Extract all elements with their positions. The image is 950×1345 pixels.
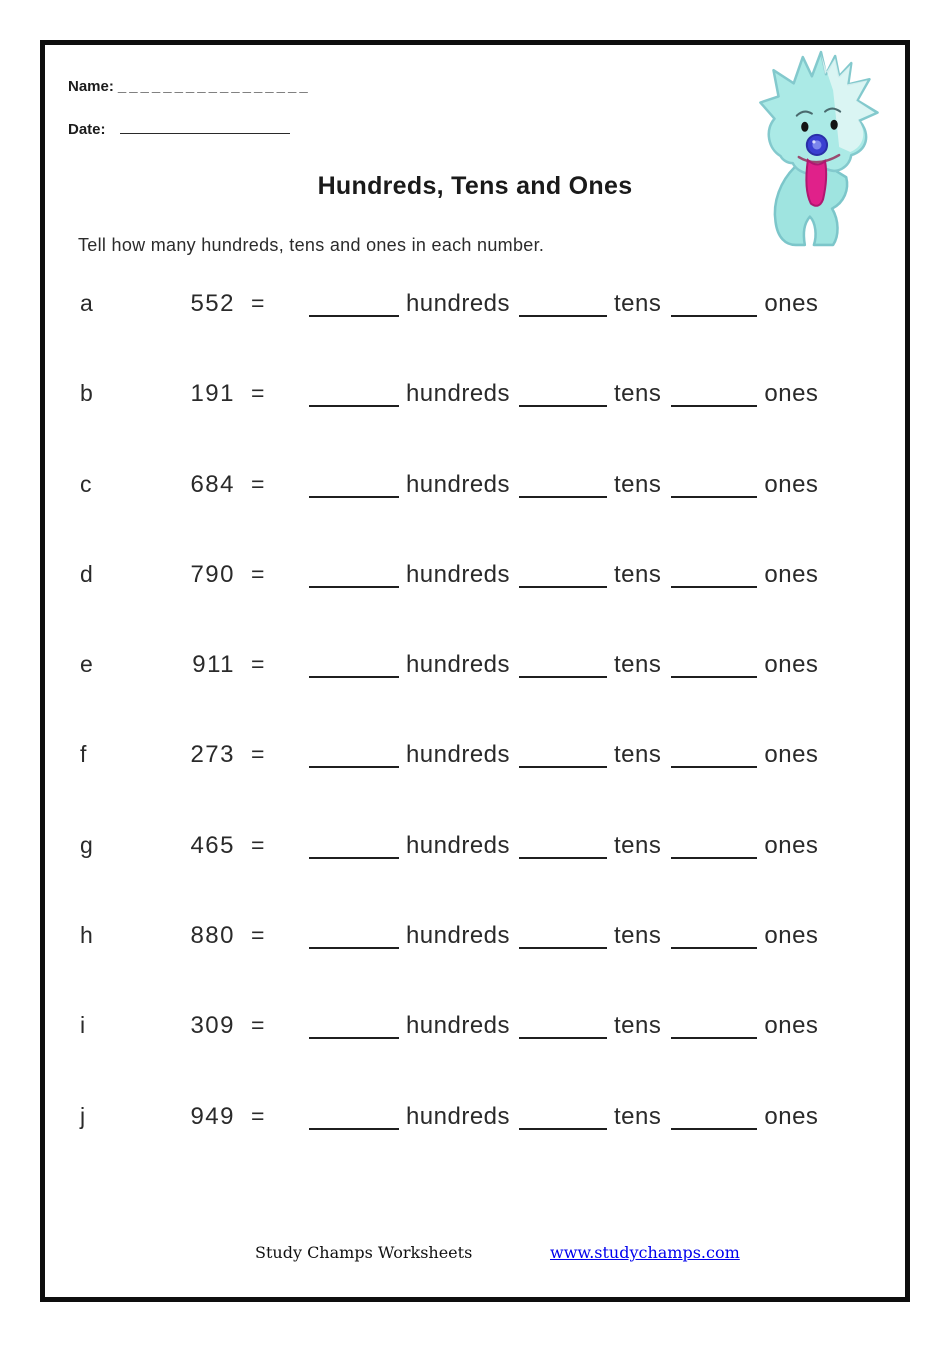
hundreds-label: hundreds [405,290,511,317]
worksheet-row [80,469,870,559]
equals-sign: = [251,922,265,949]
row-letter: d [80,560,94,587]
row-letter: i [80,1012,86,1039]
tens-answer-blank[interactable] [519,937,607,949]
date-field [68,121,290,138]
ones-answer-blank[interactable] [671,756,757,768]
row-number: 465 [190,831,235,859]
puppy-mascot-icon [752,50,894,252]
ones-label: ones [764,380,819,408]
hundreds-answer-blank[interactable] [309,666,399,678]
tens-answer-blank[interactable] [519,1027,607,1039]
hundreds-label: hundreds [405,831,511,859]
worksheet-row [80,920,870,1010]
hundreds-answer-blank[interactable] [309,1027,399,1039]
tens-label: tens [614,922,662,950]
hundreds-label: hundreds [405,922,511,950]
row-letter: e [80,651,94,678]
hundreds-answer-blank[interactable] [309,576,399,588]
row-number: 880 [190,922,235,950]
name-field [68,78,311,95]
tens-label: tens [614,831,662,859]
equals-sign: = [251,651,265,678]
row-number: 911 [192,651,235,679]
tens-answer-blank[interactable] [519,305,607,317]
row-letter: h [80,922,94,949]
hundreds-label: hundreds [405,651,511,679]
tens-answer-blank[interactable] [519,756,607,768]
row-number: 309 [190,1012,235,1040]
tens-label: tens [614,560,662,588]
row-number: 684 [190,470,235,498]
tens-label: tens [614,470,662,498]
page-title: Hundreds, Tens and Ones [317,172,633,200]
tens-label: tens [614,741,662,769]
row-letter: j [80,1102,86,1129]
hundreds-answer-blank[interactable] [309,395,399,407]
tens-label: tens [614,290,662,317]
ones-label: ones [764,741,819,769]
hundreds-answer-blank[interactable] [309,937,399,949]
ones-label: ones [764,922,819,950]
row-letter: g [80,831,94,858]
hundreds-label: hundreds [405,380,511,408]
row-letter: b [80,380,94,407]
row-number: 790 [190,560,235,588]
worksheet-row [80,649,870,739]
equals-sign: = [251,831,265,858]
hundreds-answer-blank[interactable] [309,305,399,317]
ones-label: ones [764,1102,819,1130]
instruction-text: Tell how many hundreds, tens and ones in each number. [78,235,545,255]
hundreds-answer-blank[interactable] [309,847,399,859]
hundreds-label: hundreds [405,1102,511,1130]
equals-sign: = [251,290,265,316]
equals-sign: = [251,1102,265,1129]
ones-answer-blank[interactable] [671,1027,757,1039]
ones-label: ones [764,651,819,679]
hundreds-answer-blank[interactable] [309,1118,399,1130]
row-letter: c [80,470,92,497]
hundreds-answer-blank[interactable] [309,486,399,498]
worksheet-row [80,1101,870,1191]
date-label: Date: [68,121,106,138]
tens-answer-blank[interactable] [519,1118,607,1130]
footer-brand-text: Study Champs Worksheets [255,1243,473,1262]
tens-answer-blank[interactable] [519,847,607,859]
worksheet-row [80,559,870,649]
tens-label: tens [614,651,662,679]
ones-answer-blank[interactable] [671,305,757,317]
row-number: 191 [190,380,235,408]
hundreds-answer-blank[interactable] [309,756,399,768]
ones-answer-blank[interactable] [671,486,757,498]
tens-label: tens [614,1012,662,1040]
row-number: 273 [190,741,235,769]
ones-label: ones [764,1012,819,1040]
hundreds-label: hundreds [405,741,511,769]
ones-label: ones [764,290,819,317]
worksheet-row [80,288,870,378]
ones-answer-blank[interactable] [671,666,757,678]
hundreds-label: hundreds [405,470,511,498]
equals-sign: = [251,470,265,497]
ones-answer-blank[interactable] [671,937,757,949]
tens-label: tens [614,380,662,408]
row-number: 949 [190,1102,235,1130]
name-label: Name: [68,78,114,95]
date-blank-line[interactable] [120,121,290,134]
ones-answer-blank[interactable] [671,395,757,407]
ones-answer-blank[interactable] [671,576,757,588]
tens-answer-blank[interactable] [519,486,607,498]
worksheet-rows [80,288,870,1191]
ones-label: ones [764,831,819,859]
tens-label: tens [614,1102,662,1130]
worksheet-row [80,830,870,920]
hundreds-label: hundreds [405,560,511,588]
worksheet-row [80,739,870,829]
hundreds-label: hundreds [405,1012,511,1040]
row-letter: f [80,741,87,768]
row-number: 552 [190,290,235,317]
ones-answer-blank[interactable] [671,847,757,859]
ones-label: ones [764,560,819,588]
equals-sign: = [251,380,265,407]
equals-sign: = [251,741,265,768]
ones-answer-blank[interactable] [671,1118,757,1130]
equals-sign: = [251,1012,265,1039]
tens-answer-blank[interactable] [519,576,607,588]
tens-answer-blank[interactable] [519,666,607,678]
tens-answer-blank[interactable] [519,395,607,407]
row-letter: a [80,290,94,316]
name-blank-line[interactable]: _________________ [117,78,311,95]
worksheet-row [80,378,870,468]
equals-sign: = [251,560,265,587]
worksheet-row [80,1010,870,1100]
footer-website-link[interactable]: www.studychamps.com [550,1243,740,1262]
ones-label: ones [764,470,819,498]
